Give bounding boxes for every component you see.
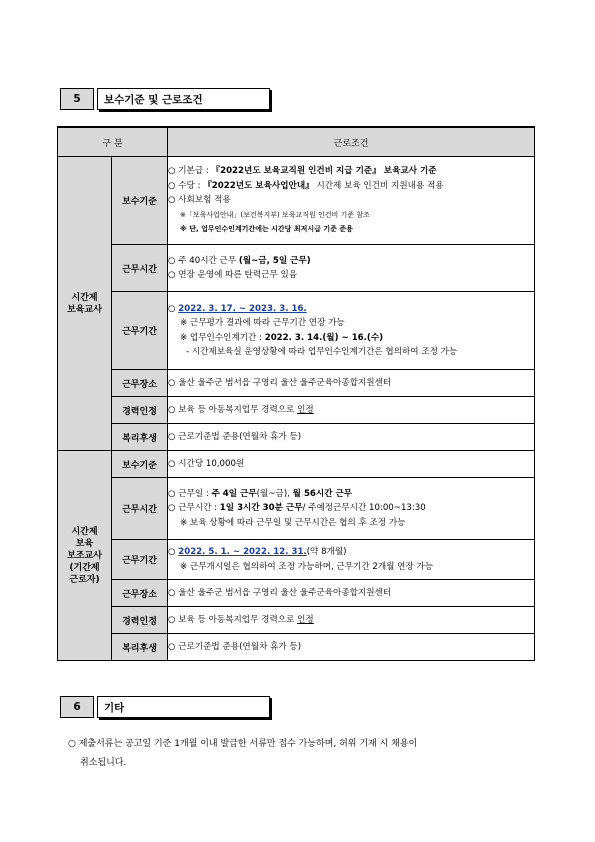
table-row [58,451,535,478]
group-title-part-time-teacher: 시간제 보육교사 [58,157,112,451]
row-label: 경력인정 [112,607,168,634]
row-label: 보수기준 [112,157,168,245]
row-content: ○ 기본급 : 『2022년도 보육교직원 인건비 지급 기준』 보육교사 기준 ○ 수당 : 『2022년도 보육사업안내』 시간제 보육 인건비 지원내용 적용 ○ 사회보험 적용 ※「보육사업안내」(보건복지부) 보육교직원 인건비 기준 참조 ※ 단, 업무인수인계기간에는 시간당 최저시급 기준 준용 [168,157,535,245]
table-row [58,607,535,634]
table-row [58,424,535,451]
group-title-part-time-assistant: 시간제 보육 보조교사 (기간제 근로자) [58,451,112,661]
row-content: ○ 보육 등 아동복지업무 경력으로 인정 [168,607,535,634]
row-content: ○ 울산 울주군 범서읍 구영리 울산 울주군육아종합지원센터 [168,370,535,397]
row-label: 근무기간 [112,540,168,580]
table-row [58,370,535,397]
row-content: ○ 2022. 5. 1. ~ 2022. 12. 31.(약 8개월) ※ 근무개시일은 협의하여 조정 가능하며, 근무기간 2개월 연장 가능 [168,540,535,580]
row-label: 근무기간 [112,292,168,370]
section-5-header [60,88,270,110]
row-label: 근무시간 [112,245,168,292]
table-row [58,634,535,661]
row-content: ○ 울산 울주군 범서읍 구영리 울산 울주군육아종합지원센터 [168,580,535,607]
section-title: 보수기준 및 근로조건 [97,88,270,110]
row-label: 복리후생 [112,424,168,451]
row-label: 근무시간 [112,478,168,540]
note-line-1: ○ 제출서류는 공고일 기준 1개월 이내 발급한 서류만 접수 가능하며, 허위 기재 시 채용이 [68,739,418,749]
row-content: ○ 2022. 3. 17. ~ 2023. 3. 16. ※ 근무평가 결과에 따라 근무기간 연장 가능 ※ 업무인수인계기간 : 2022. 3. 14.(월) ~ 16.(수) - 시간제보육실 운영상황에 따라 업무인수인계기간은 협의하여 조정 가능 [168,292,535,370]
row-content: ○ 보육 등 아동복지업무 경력으로 인정 [168,397,535,424]
submission-note [68,735,538,773]
table-row [58,540,535,580]
table-row [58,580,535,607]
row-content: ○ 근로기준법 준용(연월차 휴가 등) [168,424,535,451]
row-content: ○ 근무일 : 주 4일 근무(월~금), 월 56시간 근무 ○ 근무시간 : 1일 3시간 30분 근무/ 주예정근무시간 10:00~13:30 ※ 보육 상황에 따라 근무일 및 근무시간은 협의 후 조정 가능 [168,478,535,540]
header-category: 구 분 [58,127,168,157]
row-label: 복리후생 [112,634,168,661]
row-content: ○ 주 40시간 근무 (월~금, 5일 근무) ○ 연장 운영에 따른 탄력근무 있음 [168,245,535,292]
table-row [58,478,535,540]
row-label: 근무장소 [112,370,168,397]
row-label: 경력인정 [112,397,168,424]
row-label: 보수기준 [112,451,168,478]
section-6-header [60,696,270,718]
table-row [58,292,535,370]
working-conditions-table [57,126,535,661]
table-row [58,397,535,424]
note-line-2: 취소됩니다. [80,758,127,768]
row-content: ○ 근로기준법 준용(연월차 휴가 등) [168,634,535,661]
row-label: 근무장소 [112,580,168,607]
section-title: 기타 [97,696,270,718]
header-conditions: 근로조건 [168,127,535,157]
section-number: 5 [60,88,94,110]
table-row [58,245,535,292]
section-number: 6 [60,696,94,718]
table-header-row [58,127,535,157]
row-content: ○ 시간당 10,000원 [168,451,535,478]
table-row [58,157,535,245]
